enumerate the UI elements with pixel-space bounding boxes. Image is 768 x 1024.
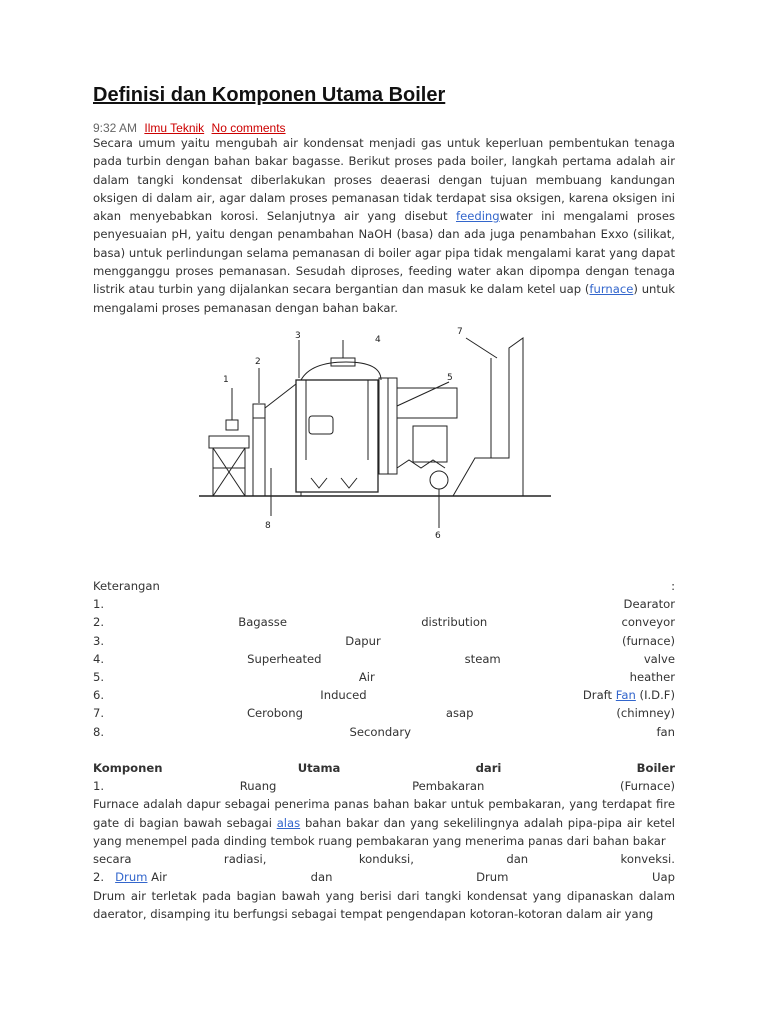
- comments-link[interactable]: No comments: [211, 121, 286, 135]
- label-7: 7: [457, 327, 463, 337]
- alas-link[interactable]: alas: [276, 815, 301, 830]
- label-1: 1: [223, 375, 229, 385]
- post-title[interactable]: Definisi dan Komponen Utama Boiler: [93, 84, 446, 106]
- label-5: 5: [447, 373, 453, 383]
- feeding-link[interactable]: feeding: [455, 209, 500, 224]
- list-item: 3. Dapur (furnace): [93, 633, 675, 648]
- intro-text-2: water ini mengalami proses penyesuaian pH, yaitu dengan penambahan NaOH (basa) dan ada juga penambahan Exxo (silikat, basa) untuk perlindungan selama pemanasan di boiler agar pipa tidak mengalami karat yang dapat mengganggu proses pemanasan. Sesudah diproses, feeding water akan dipompa dengan tenaga listrik atau turbin yang dijalankan secara bergantian dan masuk ke dalam ketel uap (: [93, 209, 676, 297]
- item-1-last-line: secara radiasi, konduksi, dan konveksi.: [93, 852, 675, 867]
- post-time: 9:32 AM: [93, 121, 138, 135]
- item-2-text: Drum air terletak pada bagian bawah yang berisi dari tangki kondensat yang dipanaskan dalam daerator, disamping itu berfungsi sebagai tempat pengendapan kotoran-kotoran dalam air yang: [93, 888, 675, 921]
- label-4: 4: [375, 335, 381, 345]
- list-item: 5. Air heather: [93, 669, 675, 684]
- item-2-heading: 2. Drum Air dan Drum Uap: [93, 868, 675, 886]
- list-item: 8. Secondary fan: [93, 724, 675, 739]
- list-item: 2. Bagasse distribution conveyor: [93, 615, 675, 630]
- label-3: 3: [295, 331, 301, 341]
- drum-link[interactable]: Drum: [115, 870, 148, 885]
- list-item: 6. Induced Draft Fan (I.D.F): [93, 686, 675, 704]
- list-item: 4. Superheated steam valve: [93, 651, 675, 666]
- list-item: 1. Dearator: [93, 597, 675, 612]
- label-2: 2: [255, 357, 261, 367]
- row6-tail: Draft Fan (I.D.F): [582, 688, 675, 703]
- komponen-section: [93, 759, 675, 923]
- post-meta: [93, 121, 286, 135]
- intro-text-1: Secara umum yaitu mengubah air kondensat menjadi gas untuk keperluan pembentukan tenaga pada turbin dengan bahan bakar bagasse. Berikut proses pada boiler, langkah pertama adalah air dalam tangki kondensat diberlakukan proses deaerasi dengan tujuan membuang kandungan oksigen di dalam air, agar dalam proses pemanasan tidak terdapat sisa oksigen, karena oksigen ini akan menyebabkan korosi. Selanjutnya air yang disebut: [93, 136, 675, 224]
- furnace-link[interactable]: furnace: [589, 282, 634, 297]
- boiler-diagram-drawing: [191, 318, 569, 543]
- keterangan-list: [93, 577, 675, 741]
- item-2-lead: 2. Drum Air: [93, 870, 168, 885]
- list-item: 7. Cerobong asap (chimney): [93, 706, 675, 721]
- item-1-text: Furnace adalah dapur sebagai penerima panas bahan bakar untuk pembakaran, yang terdapat fire gate di bagian bawah sebagai alas bahan bakar dan yang sekelilingnya adalah pipa-pipa air ketel yang menempel pada dinding tembok ruang pembakaran yang menerima panas dari bahan bakar: [93, 797, 675, 848]
- intro-text-3: ) untuk mengalami proses pemanasan dengan bahan bakar.: [93, 282, 676, 315]
- author-link[interactable]: Ilmu Teknik: [144, 121, 205, 135]
- label-8: 8: [265, 521, 271, 531]
- boiler-diagram: [191, 318, 569, 543]
- section-heading: Komponen Utama dari Boiler: [93, 761, 675, 775]
- keterangan-heading: Keterangan :: [93, 579, 675, 593]
- intro-paragraph: [93, 134, 675, 317]
- label-6: 6: [435, 531, 441, 541]
- item-1-heading: 1. Ruang Pembakaran (Furnace): [93, 779, 675, 794]
- fan-link[interactable]: Fan: [615, 688, 636, 703]
